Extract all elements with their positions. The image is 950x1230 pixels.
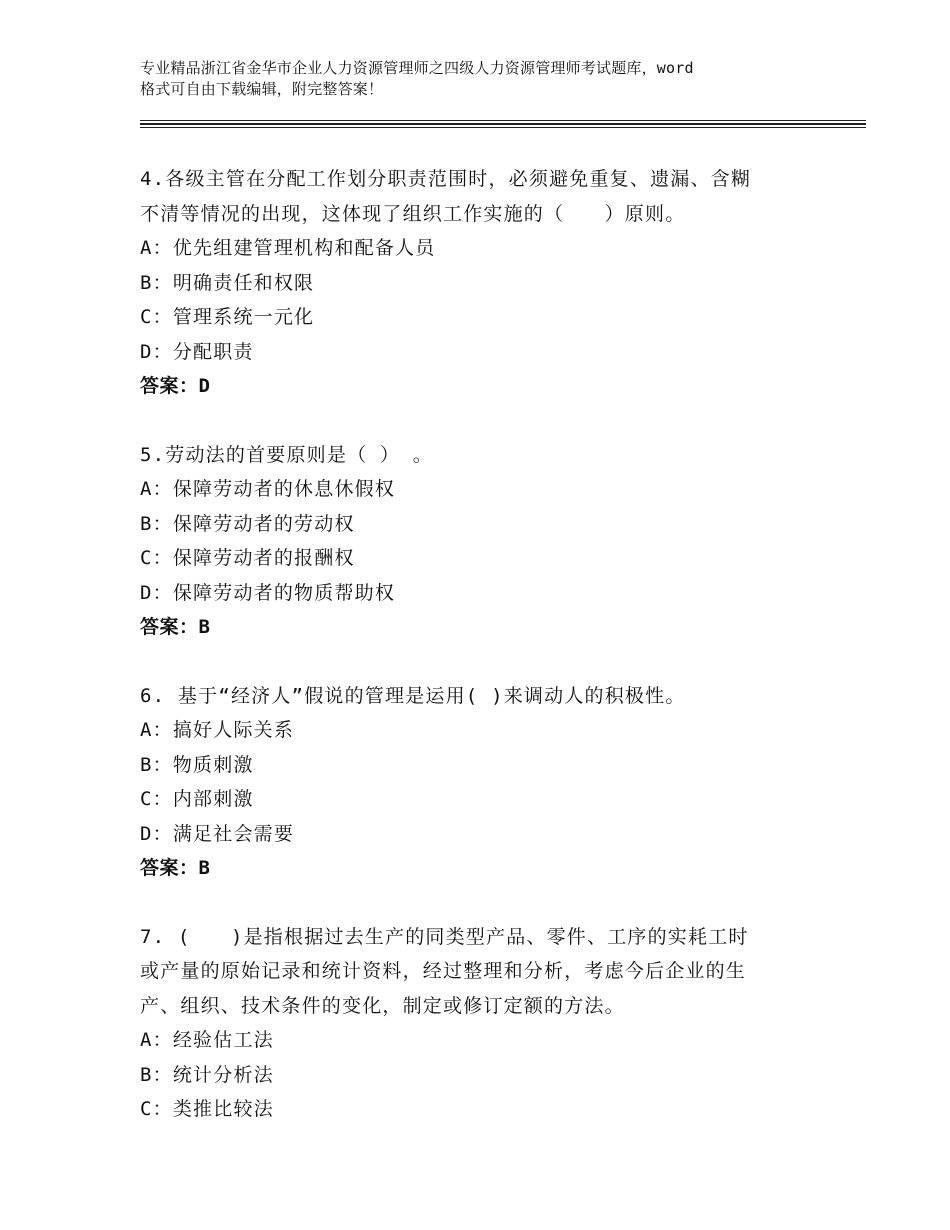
option-b: B：保障劳动者的劳动权 [140, 512, 355, 535]
question-block [140, 920, 820, 1127]
answer: 答案：B [140, 857, 211, 879]
question-text: 7. ( )是指根据过去生产的同类型产品、零件、工序的实耗工时 [140, 925, 749, 948]
option-c: C：保障劳动者的报酬权 [140, 547, 355, 569]
option-a: A：经验估工法 [140, 1029, 274, 1051]
header-line-1: 专业精品浙江省金华市企业人力资源管理师之四级人力资源管理师考试题库，word [140, 59, 694, 77]
option-d: D：分配职责 [140, 340, 254, 363]
option-a: A：搞好人际关系 [140, 719, 295, 741]
spacer [140, 645, 820, 679]
option-d: D：保障劳动者的物质帮助权 [140, 581, 396, 604]
option-c: C：管理系统一元化 [140, 306, 315, 328]
option-c: C：内部刺激 [140, 788, 254, 810]
answer: 答案：D [140, 375, 211, 397]
option-b: B：统计分析法 [140, 1063, 274, 1086]
option-b: B：物质刺激 [140, 753, 254, 776]
question-text: 产、组织、技术条件的变化，制定或修订定额的方法。 [140, 994, 625, 1017]
question-list [140, 162, 820, 1127]
question-text: 6. 基于“经济人”假说的管理是运用( )来调动人的积极性。 [140, 684, 686, 707]
option-d: D：满足社会需要 [140, 822, 295, 845]
spacer [140, 886, 820, 920]
option-c: C：类推比较法 [140, 1098, 274, 1120]
question-block [140, 679, 820, 886]
header-divider-top [140, 120, 866, 121]
option-b: B：明确责任和权限 [140, 271, 315, 294]
question-text: 不清等情况的出现，这体现了组织工作实施的（ ）原则。 [140, 202, 686, 225]
spacer [140, 404, 820, 438]
header-line-2: 格式可自由下载编辑，附完整答案！ [140, 80, 384, 98]
question-block [140, 162, 820, 404]
header-divider-bottom [140, 127, 866, 128]
document-header [140, 58, 840, 100]
question-text: 5.劳动法的首要原则是（ ） 。 [140, 443, 433, 466]
question-text: 4.各级主管在分配工作划分职责范围时，必须避免重复、遗漏、含糊 [140, 168, 752, 190]
option-a: A：保障劳动者的休息休假权 [140, 478, 396, 500]
option-a: A：优先组建管理机构和配备人员 [140, 237, 436, 259]
answer: 答案：B [140, 616, 211, 638]
header-divider-middle [140, 123, 866, 125]
question-text: 或产量的原始记录和统计资料，经过整理和分析，考虑今后企业的生 [140, 960, 747, 982]
question-block [140, 438, 820, 645]
